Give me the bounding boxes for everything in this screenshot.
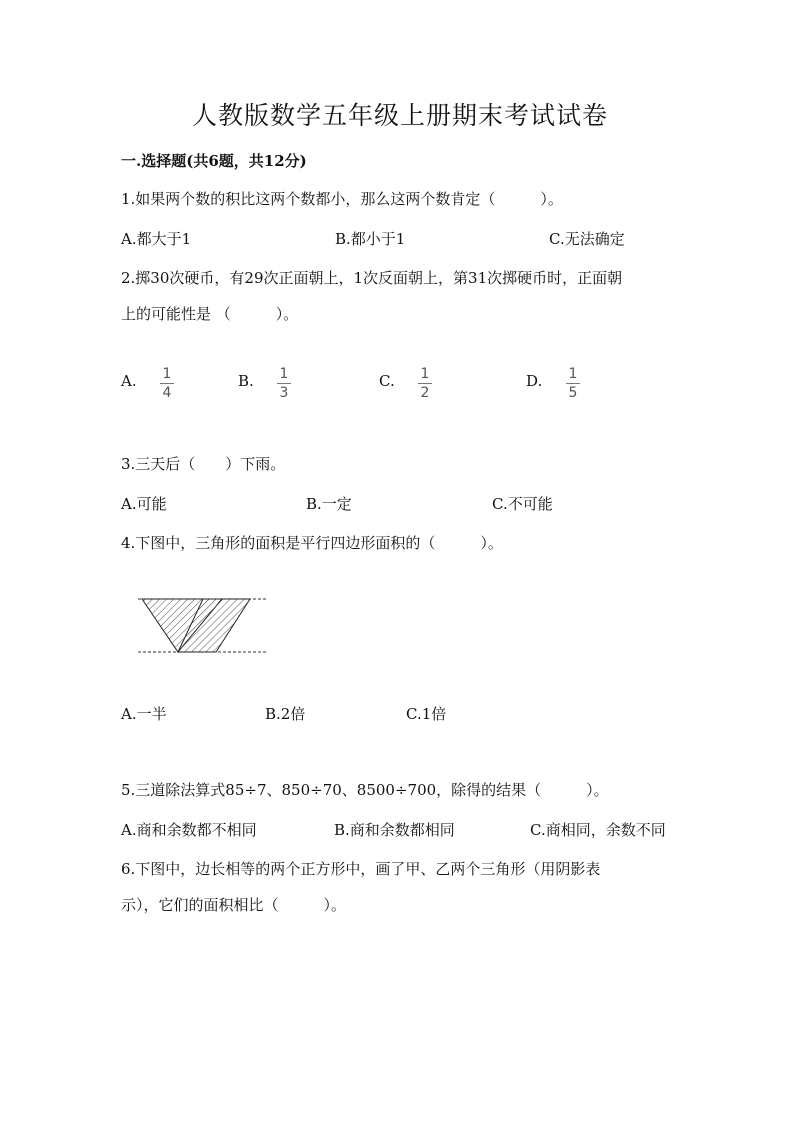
q2-option-d-label: D.	[526, 372, 543, 390]
section-heading: 一.选择题(共6题，共12分)	[121, 152, 307, 170]
triangle-parallelogram-figure	[138, 592, 270, 658]
q4-option-b: B.2倍	[265, 705, 306, 723]
fraction-bar	[277, 383, 291, 384]
q5-option-b: B.商和余数都相同	[334, 821, 455, 839]
q1-option-b: B.都小于1	[335, 230, 406, 248]
q2-option-c-fraction	[416, 366, 434, 401]
q4-option-a: A.一半	[121, 705, 167, 723]
fraction-bar	[566, 383, 580, 384]
question-3-text: 3.三天后（ ）下雨。	[121, 455, 286, 473]
q2-option-d-fraction	[564, 366, 582, 401]
q1-option-c: C.无法确定	[549, 230, 625, 248]
q3-option-b: B.一定	[306, 495, 352, 513]
question-6-text-line2: 示），它们的面积相比（ ）。	[121, 896, 347, 914]
fraction-denominator: 4	[162, 385, 172, 401]
page-title: 人教版数学五年级上册期末考试试卷	[191, 101, 608, 130]
fraction-denominator: 3	[279, 385, 289, 401]
fraction-numerator: 1	[568, 366, 578, 382]
q3-option-a: A.可能	[121, 495, 167, 513]
fraction-denominator: 5	[568, 385, 578, 401]
q3-option-c: C.不可能	[492, 495, 553, 513]
q4-option-c: C.1倍	[406, 705, 447, 723]
fraction-bar	[418, 383, 432, 384]
fraction-denominator: 2	[420, 385, 430, 401]
fraction-numerator: 1	[279, 366, 289, 382]
question-1-text: 1.如果两个数的积比这两个数都小，那么这两个数肯定（ ）。	[121, 190, 563, 208]
question-2-text-line2: 上的可能性是 （ ）。	[121, 305, 299, 323]
question-5-text: 5.三道除法算式85÷7、850÷70、8500÷700，除得的结果（ ）。	[121, 781, 609, 799]
fraction-bar	[160, 383, 174, 384]
q5-option-a: A.商和余数都不相同	[121, 821, 257, 839]
q5-option-c: C.商相同，余数不同	[530, 821, 666, 839]
q2-option-c-label: C.	[379, 372, 395, 390]
q2-option-a-label: A.	[121, 372, 137, 390]
q1-option-a: A.都大于1	[121, 230, 192, 248]
q2-option-b-fraction	[275, 366, 293, 401]
question-2-text-line1: 2.掷30次硬币，有29次正面朝上，1次反面朝上，第31次掷硬币时，正面朝	[121, 269, 623, 287]
q2-option-a-fraction	[158, 366, 176, 401]
fraction-numerator: 1	[420, 366, 430, 382]
question-6-text-line1: 6.下图中，边长相等的两个正方形中，画了甲、乙两个三角形（用阴影表	[121, 860, 601, 878]
question-4-text: 4.下图中，三角形的面积是平行四边形面积的（ ）。	[121, 534, 503, 552]
fraction-numerator: 1	[162, 366, 172, 382]
q2-option-b-label: B.	[238, 372, 254, 390]
